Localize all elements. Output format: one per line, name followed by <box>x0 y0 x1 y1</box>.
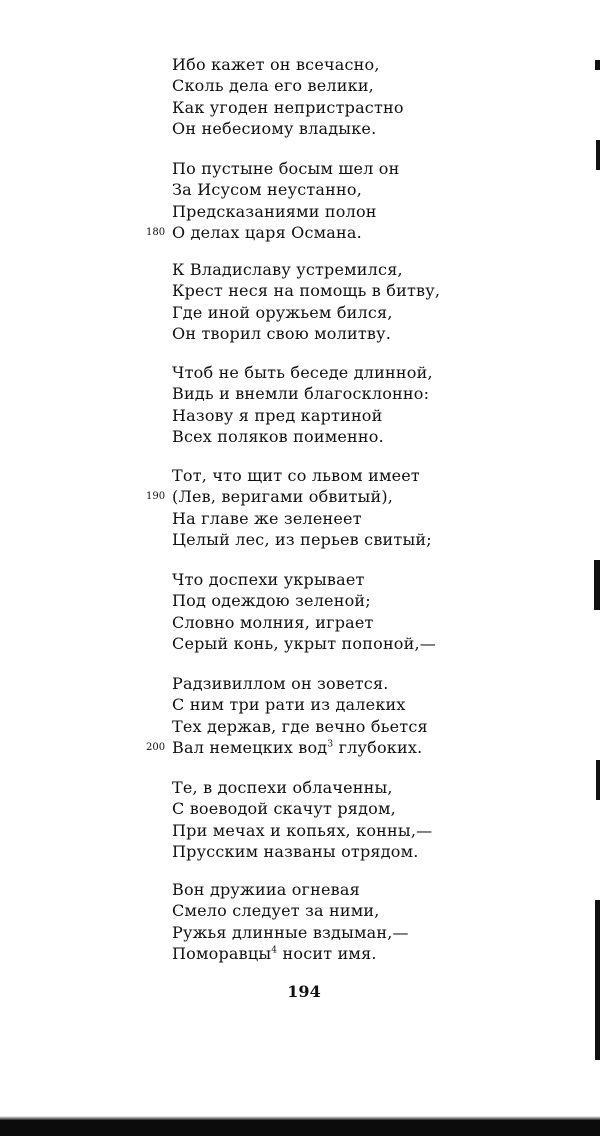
verse-text: Ибо кажет он всечасно, <box>172 55 380 74</box>
verse-line <box>172 280 440 302</box>
verse-line <box>172 383 429 405</box>
verse-text: Тот, что щит со львом имеет <box>172 466 420 485</box>
verse-line <box>172 841 419 863</box>
verse-line <box>172 879 360 901</box>
verse-text: Вал немецких вод <box>172 738 328 757</box>
footnote-marker: 4 <box>271 945 278 956</box>
verse-text: Он небесиому владыке. <box>172 119 377 138</box>
verse-line <box>172 486 393 508</box>
verse-line <box>172 777 393 799</box>
verse-line <box>172 426 384 448</box>
verse-line <box>172 900 380 922</box>
verse-line <box>172 97 404 119</box>
verse-line <box>172 323 391 345</box>
verse-line <box>172 943 377 965</box>
verse-text: Смело следует за ними, <box>172 901 380 920</box>
verse-line <box>172 529 432 551</box>
verse-text: Где иной оружьем бился, <box>172 303 393 322</box>
scan-edge-mark <box>596 140 600 170</box>
verse-text: Серый конь, укрыт попоной,— <box>172 634 436 653</box>
verse-line <box>172 820 432 842</box>
verse-text-continued: носит имя. <box>277 944 377 963</box>
verse-line <box>172 405 383 427</box>
verse-line <box>172 716 428 738</box>
verse-text: Видь и внемли благосклонно: <box>172 384 430 403</box>
verse-line <box>172 798 396 820</box>
verse-line <box>172 179 362 201</box>
verse-text: С воеводой скачут рядом, <box>172 799 396 818</box>
verse-text: На главе же зеленеет <box>172 509 362 528</box>
verse-line <box>172 694 406 716</box>
page-number: 194 <box>287 982 321 1001</box>
verse-line <box>172 201 377 223</box>
verse-line <box>172 158 400 180</box>
verse-line <box>172 673 389 695</box>
verse-text: К Владиславу устремился, <box>172 260 403 279</box>
verse-line <box>172 569 365 591</box>
verse-text: О делах царя Османа. <box>172 223 362 242</box>
verse-text: Под одеждою зеленой; <box>172 591 371 610</box>
scan-edge-mark <box>594 560 600 610</box>
verse-text: Вон дружииа огневая <box>172 880 360 899</box>
scan-edge-mark <box>596 760 600 800</box>
verse-line <box>172 508 362 530</box>
verse-text: За Исусом неустанно, <box>172 180 362 199</box>
verse-text: Целый лес, из перьев свитый; <box>172 530 432 549</box>
verse-text: С ним три рати из далеких <box>172 695 406 714</box>
verse-line <box>172 362 433 384</box>
verse-line <box>172 612 374 634</box>
verse-line <box>172 54 380 76</box>
verse-text: Что доспехи укрывает <box>172 570 365 589</box>
verse-text: Он творил свою молитву. <box>172 324 391 343</box>
footnote-marker: 3 <box>327 739 334 750</box>
verse-text: Радзивиллом он зовется. <box>172 674 389 693</box>
verse-line <box>172 222 362 244</box>
verse-line <box>172 633 436 655</box>
verse-line <box>172 302 393 324</box>
line-number: 180 <box>146 227 166 238</box>
verse-text: Всех поляков поименно. <box>172 427 384 446</box>
verse-text: Предсказаниями полон <box>172 202 377 221</box>
verse-text: По пустыне босым шел он <box>172 159 400 178</box>
verse-line <box>172 590 371 612</box>
verse-line <box>172 922 409 944</box>
verse-line <box>172 465 420 487</box>
verse-text: Те, в доспехи облаченны, <box>172 778 393 797</box>
scan-bottom-edge <box>0 1120 600 1136</box>
scan-edge-mark <box>595 60 600 70</box>
verse-text: (Лев, веригами обвитый), <box>172 487 394 506</box>
verse-text: Тех держав, где вечно бьется <box>172 717 428 736</box>
verse-text: Ружья длинные вздыман,— <box>172 923 409 942</box>
verse-text: Словно молния, играет <box>172 613 374 632</box>
line-number: 190 <box>146 491 166 502</box>
verse-text: При мечах и копьях, конны,— <box>172 821 433 840</box>
verse-line <box>172 259 403 281</box>
scan-edge-mark <box>595 900 600 1060</box>
verse-line <box>172 737 422 759</box>
verse-text: Прусским названы отрядом. <box>172 842 419 861</box>
verse-text: Сколь дела его велики, <box>172 76 374 95</box>
verse-text: Чтоб не быть беседе длинной, <box>172 363 433 382</box>
verse-text: Как угоден непристрастно <box>172 98 404 117</box>
verse-text: Крест неся на помощь в битву, <box>172 281 441 300</box>
verse-text: Поморавцы <box>172 944 272 963</box>
line-number: 200 <box>146 742 166 753</box>
verse-text: Назову я пред картиной <box>172 406 383 425</box>
verse-line <box>172 118 376 140</box>
verse-text-continued: глубоких. <box>333 738 423 757</box>
verse-line <box>172 75 374 97</box>
